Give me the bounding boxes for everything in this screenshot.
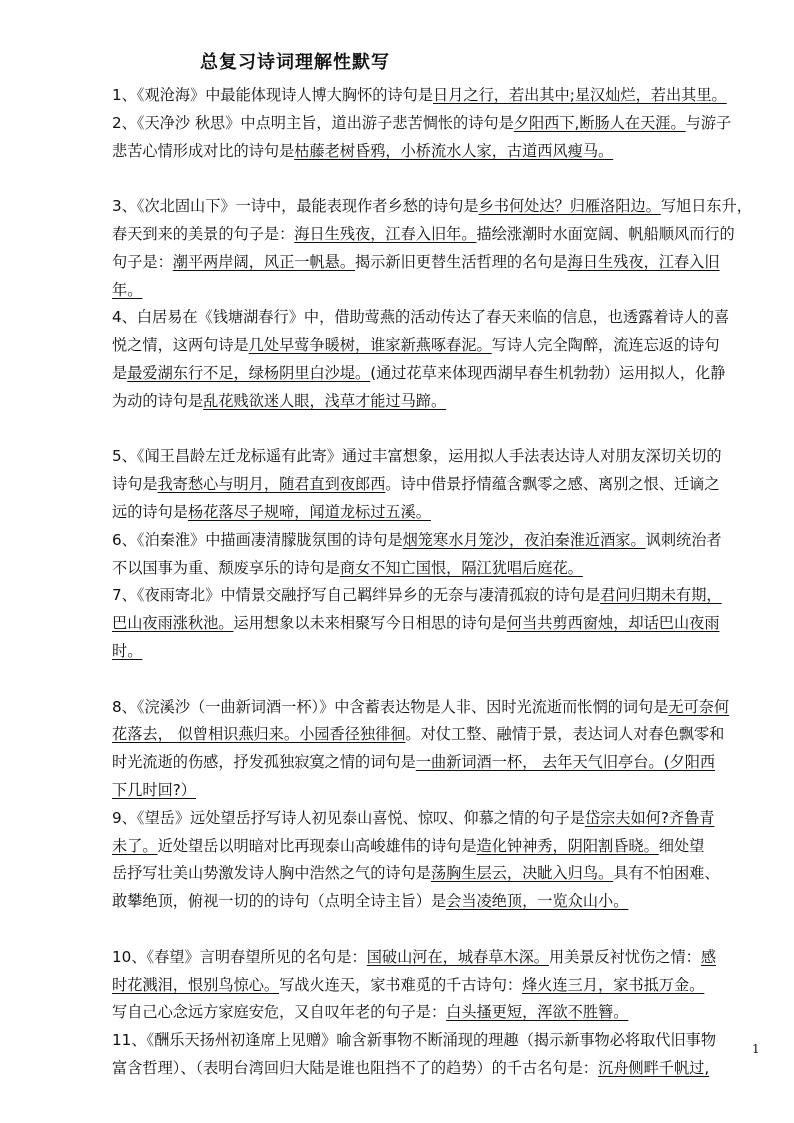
text-line	[112, 610, 772, 638]
text-line	[112, 777, 772, 805]
answer-text: 几处早莺争暖树，谁家新燕啄春泥。	[248, 336, 492, 355]
question-text: 写诗人完全陶醉，流连忘返的诗句	[491, 336, 720, 355]
text-line	[112, 527, 772, 555]
answer-text: 造化钟神秀，阴阳割昏晓。	[476, 836, 659, 855]
blank-line	[112, 165, 772, 193]
question-text: 写旭日东升，	[660, 197, 752, 216]
text-line	[112, 443, 772, 471]
answer-text: 国破山河在，城春草木深。	[366, 947, 549, 966]
answer-text: 无可奈何	[668, 697, 730, 716]
text-line	[112, 304, 772, 332]
question-text: 描绘涨潮时水面宽阔、帆船顺风而行的	[476, 224, 735, 243]
text-line	[112, 582, 772, 610]
answer-text: 杨花落尽子规啼，闻道龙标过五溪。	[187, 502, 431, 521]
question-text: 细处望	[658, 836, 705, 855]
text-line	[112, 1055, 772, 1083]
question-text: 写战火连天，家书难觅的千古诗句：	[279, 975, 523, 994]
answer-text: 乱花贱欲迷人眼，浅草才能过马蹄。	[203, 391, 447, 410]
answer-text: 烟笼寒水月笼沙，夜泊秦淮近酒家。	[402, 530, 646, 549]
text-line	[112, 360, 772, 388]
text-line	[112, 110, 772, 138]
question-text: 诗句是	[112, 475, 158, 494]
answer-text: 君问归期未有期，	[600, 586, 722, 605]
text-line	[112, 721, 772, 749]
blank-line	[112, 916, 772, 944]
answer-text: 夕阳西下,断肠人在天涯。	[513, 113, 686, 132]
question-text: 近处望岳以明暗对比再现泰山高峻雄伟的诗句是	[157, 836, 477, 855]
answer-text: 白头搔更短，浑欲不胜簪。	[446, 1003, 629, 1022]
blank-line	[112, 416, 772, 444]
answer-text: 乡书何处达？归雁洛阳边。	[478, 197, 661, 216]
question-text: 。诗中借景抒情蕴含飘零之感、离别之恨、迁谪之	[385, 475, 720, 494]
text-line	[112, 388, 772, 416]
answer-text: 商女不知亡国恨，隔江犹唱后庭花。	[339, 558, 583, 577]
answer-text: 最爱湖东行不足，绿杨阴里白沙堤。	[127, 363, 371, 382]
question-text: 6、《泊秦淮》中描画凄清朦胧氛围的诗句是	[112, 530, 403, 549]
question-text: 是	[112, 363, 128, 382]
question-text: 1、《观沧海》中最能体现诗人博大胸怀的诗句是	[112, 86, 434, 104]
document-title: 总复习诗词理解性默写	[200, 52, 390, 73]
text-line	[112, 1027, 772, 1055]
answer-text: 会当凌绝顶，一览众山小。	[446, 892, 629, 911]
text-line	[112, 277, 772, 305]
text-line	[112, 82, 772, 110]
text-line	[112, 972, 772, 1000]
answer-text: 巴山夜雨涨秋池。	[112, 614, 234, 633]
question-text: 讽刺统治者	[645, 530, 722, 549]
question-text: 敢攀绝顶，俯视一切的的诗句（点明全诗主旨）是	[112, 892, 447, 911]
answer-text: 我寄愁心与明月，随君直到夜郎西	[157, 475, 386, 494]
answer-text: 时。	[112, 641, 143, 660]
question-text: 9、《望岳》远处望岳抒写诗人初见泰山喜悦、惊叹、仰慕之情的句子是	[112, 808, 585, 827]
answer-text: 烽火连三月，家书抵万金。	[522, 975, 705, 994]
text-line	[112, 638, 772, 666]
text-line	[112, 860, 772, 888]
answer-text: 日月之行，若出其中;星汉灿烂，若出其里。	[433, 86, 727, 104]
question-text: 悲苦心情形成对比的诗句是	[112, 141, 295, 160]
text-line	[112, 221, 772, 249]
question-text: 用美景反衬忧伤之情：	[548, 947, 701, 966]
text-line	[112, 332, 772, 360]
question-text: 11、《酬乐天扬州初逢席上见赠》喻含新事物不断涌现的理趣（揭示新事物必将取代旧事物	[112, 1031, 717, 1050]
blank-line	[112, 666, 772, 694]
question-text: 写自己心念远方家庭安危，又自叹年老的句子是：	[112, 1003, 447, 1022]
answer-text: 何当共剪西窗烛，却话巴山夜雨	[506, 614, 720, 633]
question-text: 句子是：	[112, 252, 173, 271]
answer-text: 花落去， 似曾相识燕归来。	[112, 725, 300, 744]
text-line	[112, 555, 772, 583]
answer-text: 未了。	[112, 836, 158, 855]
answer-text: 沉舟侧畔千帆过,	[598, 1058, 710, 1077]
text-line	[112, 193, 772, 221]
question-text: 与游子	[685, 113, 732, 132]
text-line	[112, 249, 772, 277]
text-line	[112, 944, 772, 972]
question-text: (通过花草来体现西湖早春生机勃勃）运用拟人，化静	[370, 363, 726, 382]
answer-text: 潮平两岸阔，风正一帆悬。	[172, 252, 355, 271]
question-text: 10、《春望》言明春望所见的名句是：	[112, 947, 367, 966]
question-text: 春天到来的美景的句子是：	[112, 224, 295, 243]
question-text: 揭示新旧更替生活哲理的名句是	[355, 252, 568, 271]
text-line	[112, 138, 772, 166]
text-line	[112, 471, 772, 499]
answer-text: 海日生残夜，江春入旧	[567, 252, 720, 271]
question-text: 4、白居易在《钱塘湖春行》中，借助莺燕的活动传达了春天来临的信息，也透露着诗人的喜	[112, 308, 730, 327]
answer-text: 感	[700, 947, 717, 966]
text-line	[112, 694, 772, 722]
document-body	[112, 82, 772, 1083]
answer-text: 下几时回?）	[112, 780, 196, 799]
text-line	[112, 499, 772, 527]
text-line	[112, 833, 772, 861]
question-text: 悦之情，这两句诗是	[112, 336, 249, 355]
text-line	[112, 749, 772, 777]
question-text: 为动的诗句是	[112, 391, 204, 410]
page-number: 1	[752, 1042, 760, 1056]
question-text: 时光流逝的伤感，抒发孤独寂寞之情的词句是	[112, 753, 416, 772]
question-text: 3、《次北固山下》一诗中，最能表现作者乡愁的诗句是	[112, 197, 479, 216]
answer-text: 一曲新词酒一杯， 去年天气旧亭台。(夕阳西	[415, 753, 716, 772]
question-text: 运用想象以未来相聚写今日相思的诗句是	[233, 614, 507, 633]
question-text: 远的诗句是	[112, 502, 188, 521]
answer-text: 荡胸生层云，决眦入归鸟。	[430, 864, 614, 883]
answer-text: 年。	[112, 280, 143, 299]
question-text: 。对仗工整、融情于景，表达词人对春色飘零和	[405, 725, 725, 744]
question-text: 富含哲理）、（表明台湾回归大陆是谁也阻挡不了的趋势）的千古名句是：	[112, 1058, 598, 1077]
text-line	[112, 805, 772, 833]
question-text: 2、《天净沙 秋思》中点明主旨，道出游子悲苦惆怅的诗句是	[112, 113, 514, 132]
question-text: 岳抒写壮美山势激发诗人胸中浩然之气的诗句是	[112, 864, 431, 883]
answer-text: 时花溅泪，恨别鸟惊心。	[112, 975, 280, 994]
text-line	[112, 999, 772, 1027]
answer-text: 海日生残夜，江春入旧年。	[294, 224, 477, 243]
question-text: 具有不怕困难、	[613, 864, 720, 883]
text-line	[112, 888, 772, 916]
question-text: 5、《闻王昌龄左迁龙标遥有此寄》通过丰富想象，运用拟人手法表达诗人对朋友深切关切的	[112, 447, 722, 466]
question-text: 7、《夜雨寄北》中情景交融抒写自己羁绊异乡的无奈与凄清孤寂的诗句是	[112, 586, 601, 605]
answer-text: 小园香径独徘徊	[299, 725, 406, 744]
answer-text: 岱宗夫如何?齐鲁青	[584, 808, 715, 827]
question-text: 8、《浣溪沙（一曲新词酒一杯）》中含蓄表达物是人非、因时光流逝而怅惘的词句是	[112, 697, 669, 716]
answer-text: 枯藤老树昏鸦，小桥流水人家，古道西风瘦马。	[294, 141, 614, 160]
question-text: 不以国事为重、颓废享乐的诗句是	[112, 558, 340, 577]
